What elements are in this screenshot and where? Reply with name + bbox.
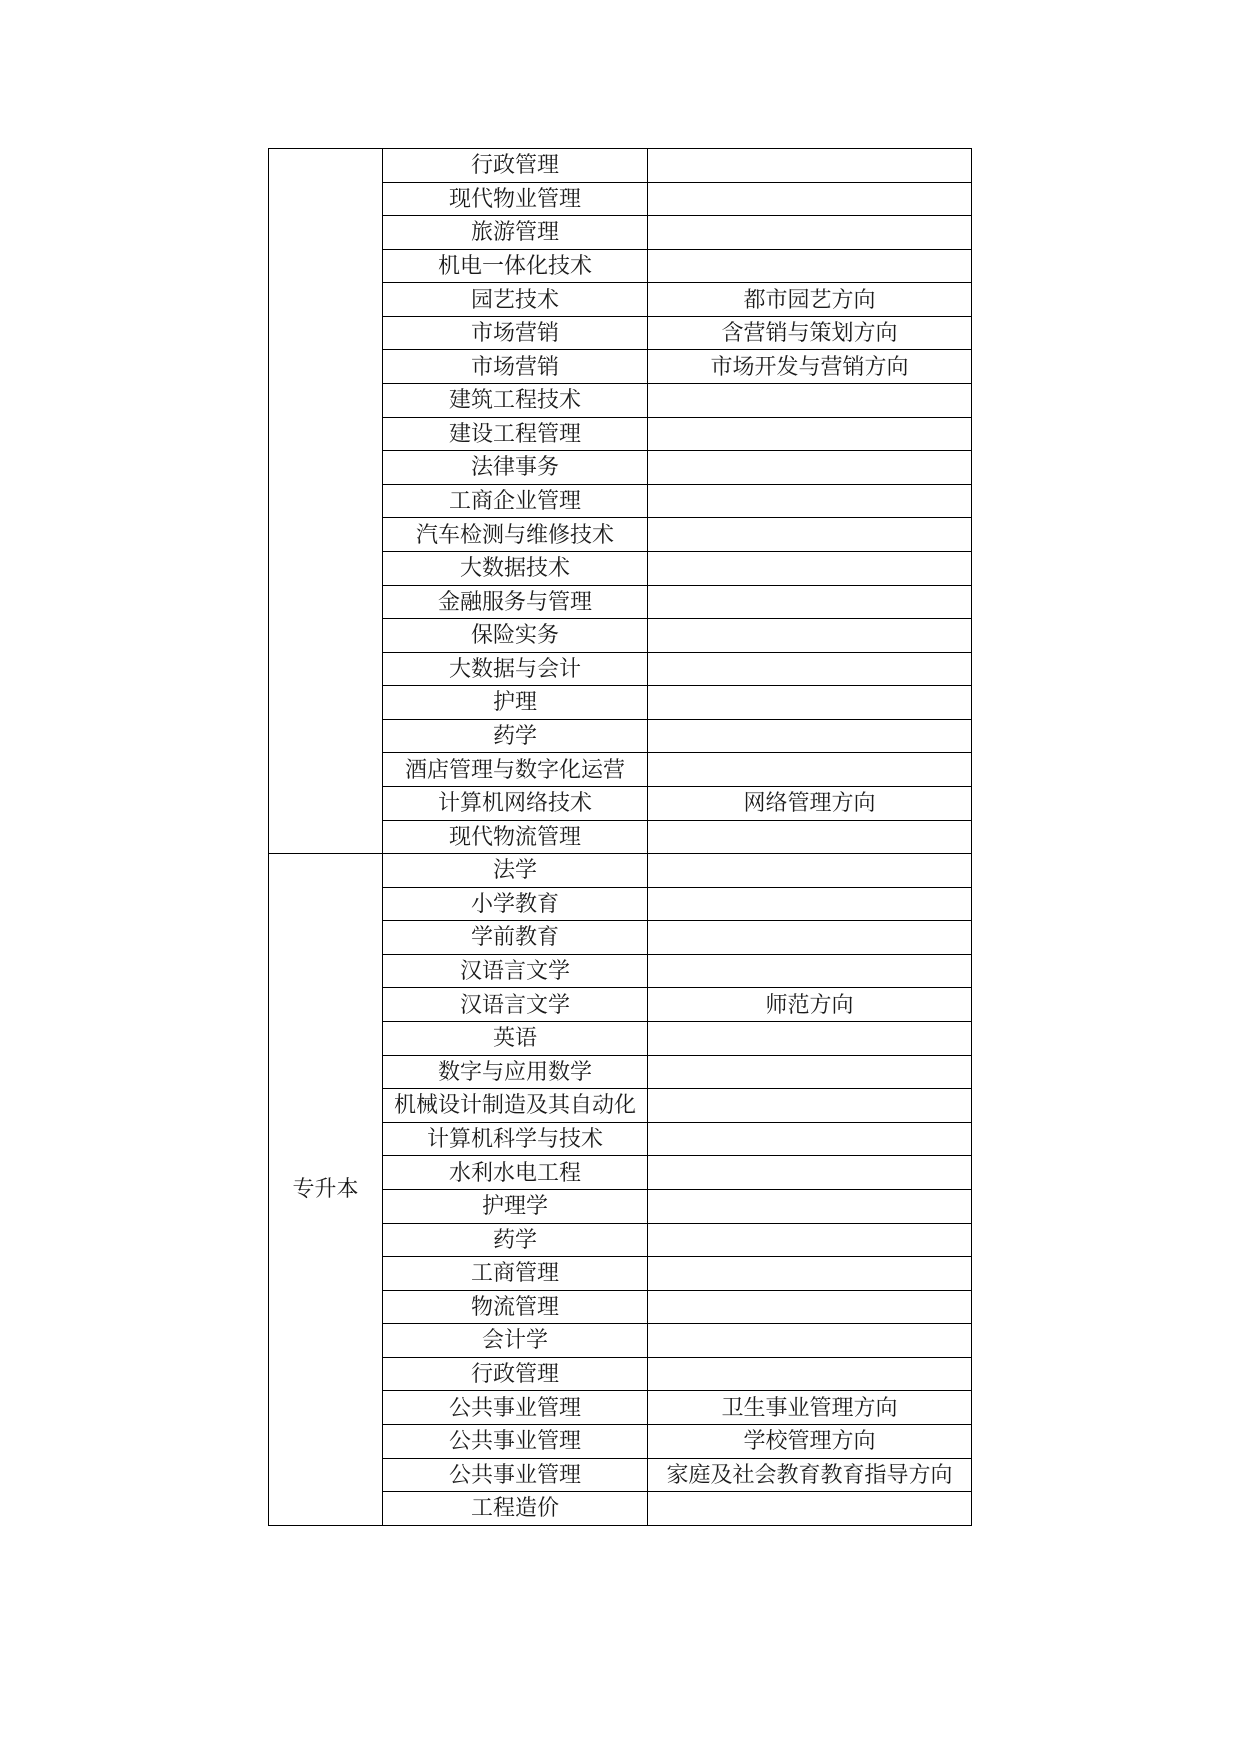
- table-row: [269, 854, 972, 888]
- major-cell: 工程造价: [383, 1492, 648, 1526]
- major-cell: 药学: [383, 719, 648, 753]
- major-cell: 公共事业管理: [383, 1391, 648, 1425]
- major-cell: 金融服务与管理: [383, 585, 648, 619]
- direction-cell: [648, 1290, 972, 1324]
- direction-cell: [648, 1122, 972, 1156]
- direction-cell: [648, 1156, 972, 1190]
- major-cell: 汽车检测与维修技术: [383, 518, 648, 552]
- direction-cell: [648, 585, 972, 619]
- direction-cell: [648, 1257, 972, 1291]
- direction-cell: [648, 216, 972, 250]
- major-cell: 现代物业管理: [383, 182, 648, 216]
- direction-cell: [648, 921, 972, 955]
- major-cell: 会计学: [383, 1324, 648, 1358]
- direction-cell: [648, 1492, 972, 1526]
- major-cell: 行政管理: [383, 1357, 648, 1391]
- major-cell: 大数据技术: [383, 551, 648, 585]
- major-cell: 法学: [383, 854, 648, 888]
- direction-cell: [648, 1055, 972, 1089]
- direction-cell: [648, 1223, 972, 1257]
- direction-cell: [648, 1189, 972, 1223]
- major-cell: 数字与应用数学: [383, 1055, 648, 1089]
- direction-cell: [648, 854, 972, 888]
- major-cell: 工商管理: [383, 1257, 648, 1291]
- major-cell: 法律事务: [383, 451, 648, 485]
- direction-cell: [648, 1022, 972, 1056]
- major-cell: 英语: [383, 1022, 648, 1056]
- major-cell: 工商企业管理: [383, 484, 648, 518]
- direction-cell: [648, 1089, 972, 1123]
- major-cell: 机械设计制造及其自动化: [383, 1089, 648, 1123]
- direction-cell: [648, 249, 972, 283]
- major-cell: 护理学: [383, 1189, 648, 1223]
- direction-cell: [648, 887, 972, 921]
- major-cell: 汉语言文学: [383, 988, 648, 1022]
- direction-cell: [648, 1324, 972, 1358]
- major-cell: 大数据与会计: [383, 652, 648, 686]
- major-cell: 旅游管理: [383, 216, 648, 250]
- direction-cell: 师范方向: [648, 988, 972, 1022]
- direction-cell: [648, 182, 972, 216]
- direction-cell: 市场开发与营销方向: [648, 350, 972, 384]
- direction-cell: [648, 652, 972, 686]
- table-row: [269, 149, 972, 183]
- direction-cell: 都市园艺方向: [648, 283, 972, 317]
- direction-cell: [648, 551, 972, 585]
- major-cell: 现代物流管理: [383, 820, 648, 854]
- major-cell: 酒店管理与数字化运营: [383, 753, 648, 787]
- direction-cell: [648, 719, 972, 753]
- direction-cell: 家庭及社会教育教育指导方向: [648, 1458, 972, 1492]
- direction-cell: [648, 1357, 972, 1391]
- major-cell: 计算机科学与技术: [383, 1122, 648, 1156]
- direction-cell: 网络管理方向: [648, 786, 972, 820]
- major-cell: 护理: [383, 686, 648, 720]
- major-cell: 机电一体化技术: [383, 249, 648, 283]
- major-cell: 保险实务: [383, 619, 648, 653]
- major-cell: 药学: [383, 1223, 648, 1257]
- category-cell: 专升本: [269, 854, 383, 1526]
- major-cell: 市场营销: [383, 350, 648, 384]
- direction-cell: [648, 149, 972, 183]
- major-cell: 小学教育: [383, 887, 648, 921]
- direction-cell: 卫生事业管理方向: [648, 1391, 972, 1425]
- majors-table-body: [269, 149, 972, 1526]
- major-cell: 行政管理: [383, 149, 648, 183]
- direction-cell: [648, 954, 972, 988]
- direction-cell: [648, 619, 972, 653]
- direction-cell: [648, 451, 972, 485]
- major-cell: 公共事业管理: [383, 1458, 648, 1492]
- majors-table: [268, 148, 972, 1526]
- major-cell: 汉语言文学: [383, 954, 648, 988]
- direction-cell: [648, 753, 972, 787]
- major-cell: 物流管理: [383, 1290, 648, 1324]
- direction-cell: [648, 384, 972, 418]
- major-cell: 计算机网络技术: [383, 786, 648, 820]
- major-cell: 建筑工程技术: [383, 384, 648, 418]
- direction-cell: [648, 417, 972, 451]
- major-cell: 学前教育: [383, 921, 648, 955]
- major-cell: 建设工程管理: [383, 417, 648, 451]
- category-cell: [269, 149, 383, 854]
- direction-cell: [648, 820, 972, 854]
- major-cell: 公共事业管理: [383, 1424, 648, 1458]
- major-cell: 市场营销: [383, 316, 648, 350]
- major-cell: 水利水电工程: [383, 1156, 648, 1190]
- direction-cell: [648, 686, 972, 720]
- direction-cell: 学校管理方向: [648, 1424, 972, 1458]
- direction-cell: [648, 518, 972, 552]
- direction-cell: 含营销与策划方向: [648, 316, 972, 350]
- major-cell: 园艺技术: [383, 283, 648, 317]
- direction-cell: [648, 484, 972, 518]
